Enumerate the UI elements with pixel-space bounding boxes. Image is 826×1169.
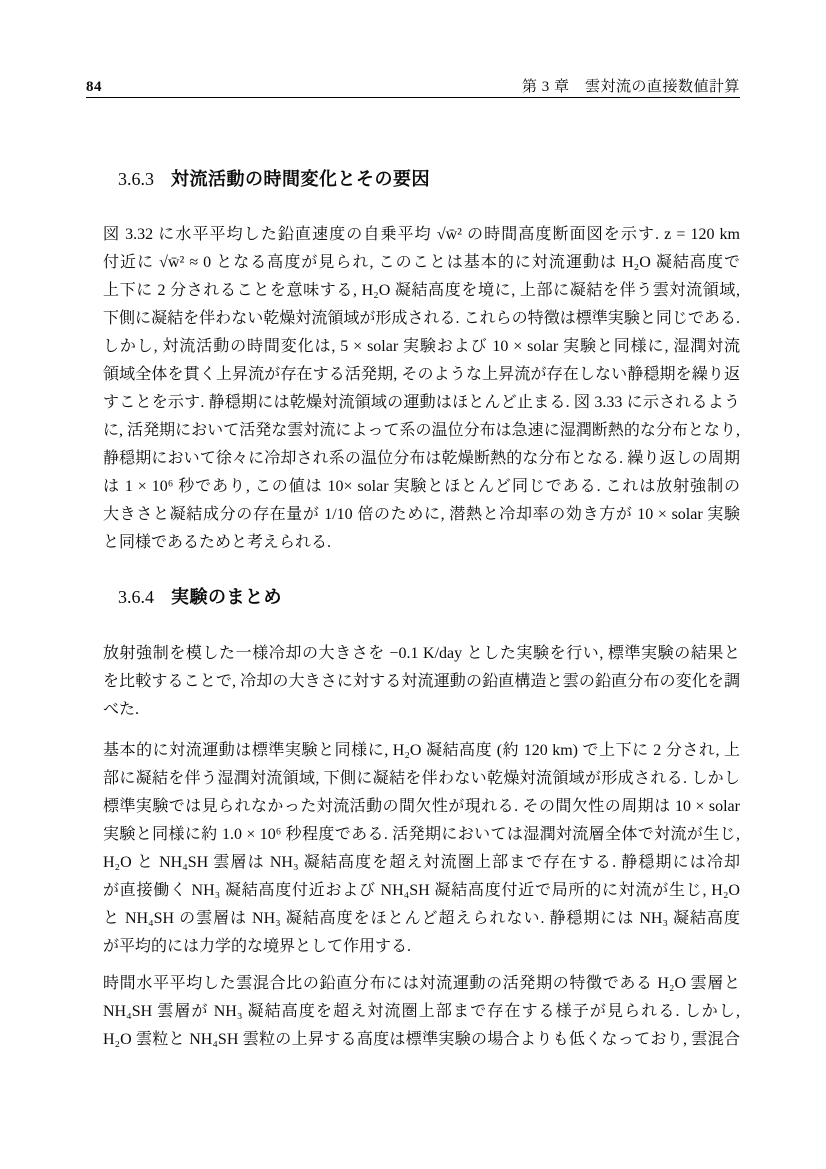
text-line: 基本的に対流運動は標準実験と同様に, H₂O 凝結高度 (約 120 km) で上下に 2 分され, 上 bbox=[103, 742, 740, 759]
running-head-chapter: 第 3 章 雲対流の直接数値計算 bbox=[521, 79, 740, 95]
text-line: しかし, 対流活動の時間変化は, 5 × solar 実験および 10 × solar 実験と同様に, 湿潤対流 bbox=[103, 338, 740, 355]
text-line: 時間水平平均した雲混合比の鉛直分布には対流運動の活発期の特徴である H₂O 雲層と bbox=[103, 975, 740, 992]
text-line: と NH₄SH の雲層は NH₃ 凝結高度をほとんど超えられない. 静穏期には NH₃ 凝結高度 bbox=[103, 910, 740, 927]
text-line: 標準実験では見られなかった対流活動の間欠性が現れる. その間欠性の周期は 10 × solar bbox=[103, 798, 740, 815]
text-line: べた. bbox=[103, 701, 140, 718]
text-line: と同様であるためと考えられる. bbox=[103, 534, 332, 551]
section-number: 3.6.4 bbox=[118, 587, 154, 607]
paragraph bbox=[103, 221, 740, 557]
section-title: 実験のまとめ bbox=[171, 587, 282, 607]
text-line: 大きさと凝結成分の存在量が 1/10 倍のために, 潜熱と冷却率の効き方が 10 × solar 実験 bbox=[103, 506, 740, 523]
text-line: すことを示す. 静穏期には乾燥対流領域の運動はほとんど止まる. 図 3.33 に示されるよう bbox=[103, 394, 740, 411]
paragraph bbox=[103, 970, 740, 1054]
paragraph bbox=[103, 737, 740, 961]
text-line: 実験と同様に約 1.0 × 10⁶ 秒程度である. 活発期においては湿潤対流層全体で対流が生じ, bbox=[103, 826, 740, 843]
text-line: は 1 × 10⁶ 秒であり, この値は 10× solar 実験とほとんど同じである. これは放射強制の bbox=[103, 478, 740, 495]
section-heading-363 bbox=[118, 165, 430, 191]
header-rule bbox=[86, 97, 740, 98]
section-title: 対流活動の時間変化とその要因 bbox=[171, 169, 430, 189]
text-line: NH₄SH 雲層が NH₃ 凝結高度を超え対流圏上部まで存在する様子が見られる. しかし, bbox=[103, 1003, 740, 1020]
text-line: 領域全体を貫く上昇流が存在する活発期, そのような上昇流が存在しない静穏期を繰り返 bbox=[103, 366, 740, 383]
text-line: に, 活発期において活発な雲対流によって系の温位分布は急速に湿潤断熱的な分布となり, bbox=[103, 422, 740, 439]
text-line: 上下に 2 分されることを意味する, H₂O 凝結高度を境に, 上部に凝結を伴う雲対流領域, bbox=[103, 282, 740, 299]
text-line: 付近に √w̄² ≈ 0 となる高度が見られ, このことは基本的に対流運動は H₂O 凝結高度で bbox=[103, 254, 740, 271]
text-line: 部に凝結を伴う湿潤対流領域, 下側に凝結を伴わない乾燥対流領域が形成される. しかし bbox=[103, 770, 740, 787]
section-number: 3.6.3 bbox=[118, 169, 154, 189]
text-line: 下側に凝結を伴わない乾燥対流領域が形成される. これらの特徴は標準実験と同じである. bbox=[103, 310, 740, 327]
text-line: 静穏期において徐々に冷却され系の温位分布は乾燥断熱的な分布となる. 繰り返しの周期 bbox=[103, 450, 740, 467]
text-line: が直接働く NH₃ 凝結高度付近および NH₄SH 凝結高度付近で局所的に対流が生じ, H₂O bbox=[103, 882, 740, 899]
text-line: 図 3.32 に水平平均した鉛直速度の自乗平均 √w̄² の時間高度断面図を示す. z = 120 km bbox=[103, 226, 740, 243]
running-header bbox=[86, 75, 740, 96]
paragraph bbox=[103, 640, 740, 724]
section-heading-364 bbox=[118, 583, 282, 609]
text-line: を比較することで, 冷却の大きさに対する対流運動の鉛直構造と雲の鉛直分布の変化を調 bbox=[103, 673, 740, 690]
text-line: H₂O と NH₄SH 雲層は NH₃ 凝結高度を超え対流圏上部まで存在する. 静穏期には冷却 bbox=[103, 854, 740, 871]
text-line: 放射強制を模した一様冷却の大きさを −0.1 K/day とした実験を行い, 標準実験の結果と bbox=[103, 645, 740, 662]
page-number: 84 bbox=[86, 79, 102, 95]
text-line: が平均的には力学的な境界として作用する. bbox=[103, 938, 412, 955]
text-line: H₂O 雲粒と NH₄SH 雲粒の上昇する高度は標準実験の場合よりも低くなっており, 雲混合 bbox=[103, 1031, 740, 1048]
